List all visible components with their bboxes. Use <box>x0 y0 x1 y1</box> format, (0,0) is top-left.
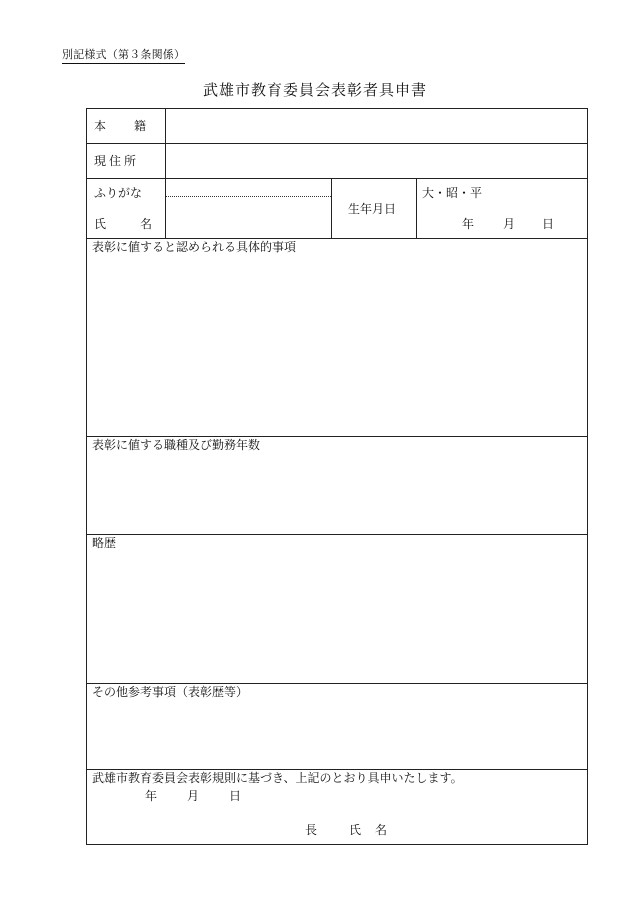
history-field[interactable] <box>89 553 585 680</box>
column-divider <box>331 178 332 238</box>
job-years-label: 表彰に値する職種及び勤務年数 <box>92 438 261 452</box>
honseki-field[interactable] <box>167 111 585 141</box>
row-divider <box>87 238 587 239</box>
name-field[interactable] <box>167 199 329 236</box>
row-divider <box>87 534 587 535</box>
furigana-field[interactable] <box>167 180 329 194</box>
signer-name-label-2: 名 <box>375 823 388 837</box>
column-divider <box>416 178 417 238</box>
address-label: 現住所 <box>94 154 140 168</box>
history-label: 略歴 <box>92 536 117 550</box>
birth-label: 生年月日 <box>348 202 397 216</box>
column-divider <box>165 109 166 238</box>
row-divider <box>87 436 587 437</box>
signer-title-label: 長 <box>305 823 318 837</box>
other-notes-label: その他参考事項（表彰歴等） <box>92 685 249 699</box>
row-divider <box>87 178 587 179</box>
declaration-date-day: 日 <box>229 789 242 803</box>
header-note: 別記様式（第３条関係） <box>62 48 185 64</box>
birth-date-day: 日 <box>542 217 555 231</box>
achievements-field[interactable] <box>89 257 585 433</box>
honseki-label: 本 籍 <box>94 119 146 133</box>
declaration-date-year: 年 <box>145 789 158 803</box>
other-notes-field[interactable] <box>89 702 585 766</box>
declaration-text: 武雄市教育委員会表彰規則に基づき、上記のとおり具申いたします。 <box>92 771 463 785</box>
achievements-label: 表彰に値すると認められる具体的事項 <box>92 240 297 254</box>
address-field[interactable] <box>167 146 585 176</box>
row-divider <box>87 143 587 144</box>
job-years-field[interactable] <box>89 455 585 531</box>
birth-date-year: 年 <box>462 217 475 231</box>
name-label: 氏 名 <box>94 217 152 231</box>
declaration-date-month: 月 <box>187 789 200 803</box>
furigana-separator <box>166 196 331 197</box>
row-divider <box>87 769 587 770</box>
era-options: 大・昭・平 <box>422 186 483 200</box>
signer-name-label-1: 氏 <box>349 823 362 837</box>
birth-date-month: 月 <box>503 217 516 231</box>
furigana-label: ふりがな <box>94 186 143 200</box>
document-title: 武雄市教育委員会表彰者具申書 <box>202 81 427 99</box>
row-divider <box>87 683 587 684</box>
application-form <box>86 108 588 845</box>
